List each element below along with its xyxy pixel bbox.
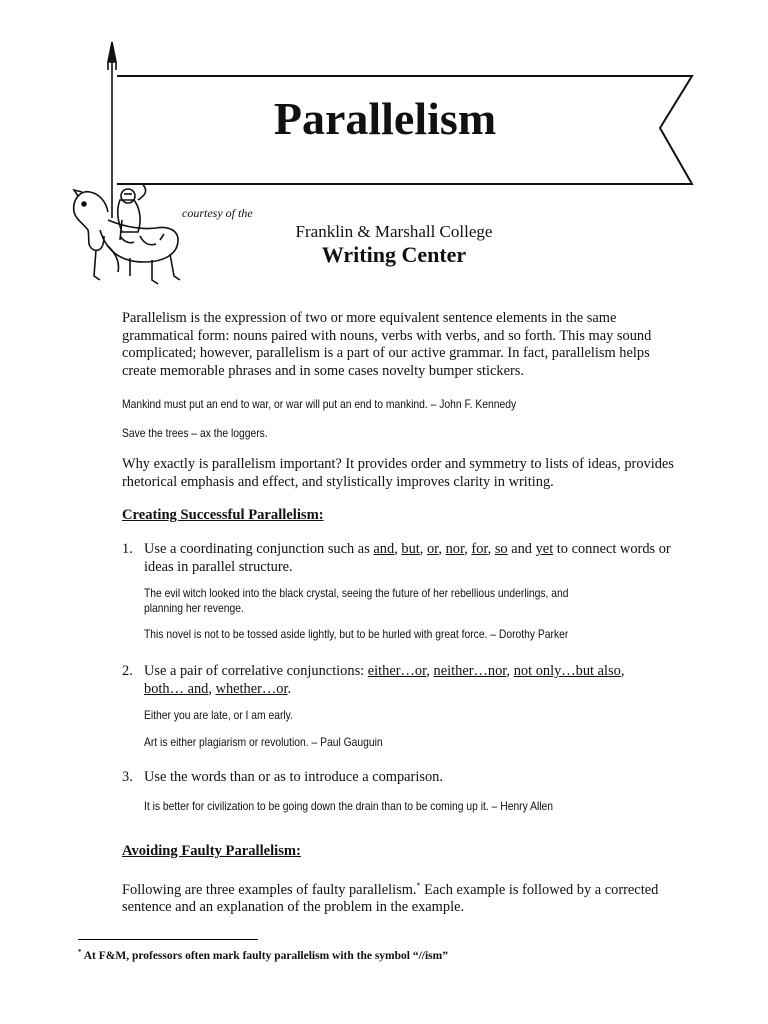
- section-heading-avoiding: Avoiding Faulty Parallelism:: [122, 843, 301, 859]
- example-sentence: It is better for civilization to be going down the drain than to be coming up it. – Henry Allen: [144, 799, 554, 813]
- list-number: 1.: [122, 541, 133, 557]
- faulty-paragraph: Following are three examples of faulty parallelism.* Each example is followed by a corrected sentence and an explanation of the problem in the example.: [122, 881, 659, 916]
- example-sentence: This novel is not to be tossed aside lightly, but to be hurled with great force. – Dorothy Parker: [144, 627, 569, 641]
- list-item-text: Use the words than or as to introduce a comparison.: [144, 769, 443, 785]
- example-sentence: Art is either plagiarism or revolution. – Paul Gauguin: [144, 735, 383, 749]
- intro-quote: Mankind must put an end to war, or war will put an end to mankind. – John F. Kennedy: [122, 397, 517, 411]
- banner-illustration: [60, 40, 700, 310]
- college-name: Franklin & Marshall College: [295, 222, 493, 241]
- why-paragraph: Why exactly is parallelism important? It provides order and symmetry to lists of ideas, provides rhetorical emphasis and effect, and stylistically improves clarity in writing.: [122, 456, 674, 490]
- footnote: * At F&M, professors often mark faulty parallelism with the symbol “//ism”: [78, 948, 448, 962]
- list-number: 3.: [122, 769, 133, 785]
- footnote-divider: [78, 939, 258, 940]
- example-sentence: Either you are late, or I am early.: [144, 708, 293, 722]
- list-number: 2.: [122, 663, 133, 679]
- writing-center-label: Writing Center: [321, 242, 467, 267]
- intro-quote: Save the trees – ax the loggers.: [122, 426, 268, 440]
- example-sentence: The evil witch looked into the black crystal, seeing the future of her rebellious underlings, and: [144, 586, 569, 600]
- list-item-text: Use a coordinating conjunction such as and, but, or, nor, for, so and yet to connect words or ideas in parallel structure.: [144, 541, 671, 575]
- page-title: Parallelism: [273, 93, 497, 144]
- section-heading-creating: Creating Successful Parallelism:: [122, 507, 324, 523]
- intro-paragraph: Parallelism is the expression of two or more equivalent sentence elements in the same grammatical form: nouns paired with nouns, verbs with verbs, and so forth. This may sound complicated; however, parallelism is a part of our active grammar. In fact, parallelism helps create memorable phrases and in some cases novelty bumper stickers.: [122, 310, 652, 379]
- courtesy-label: courtesy of the: [182, 206, 253, 220]
- example-sentence: planning her revenge.: [144, 601, 244, 615]
- footnote-marker: *: [416, 881, 421, 890]
- list-item-text: Use a pair of correlative conjunctions: either…or, neither…nor, not only…but also, both… and, whether…or.: [144, 663, 625, 697]
